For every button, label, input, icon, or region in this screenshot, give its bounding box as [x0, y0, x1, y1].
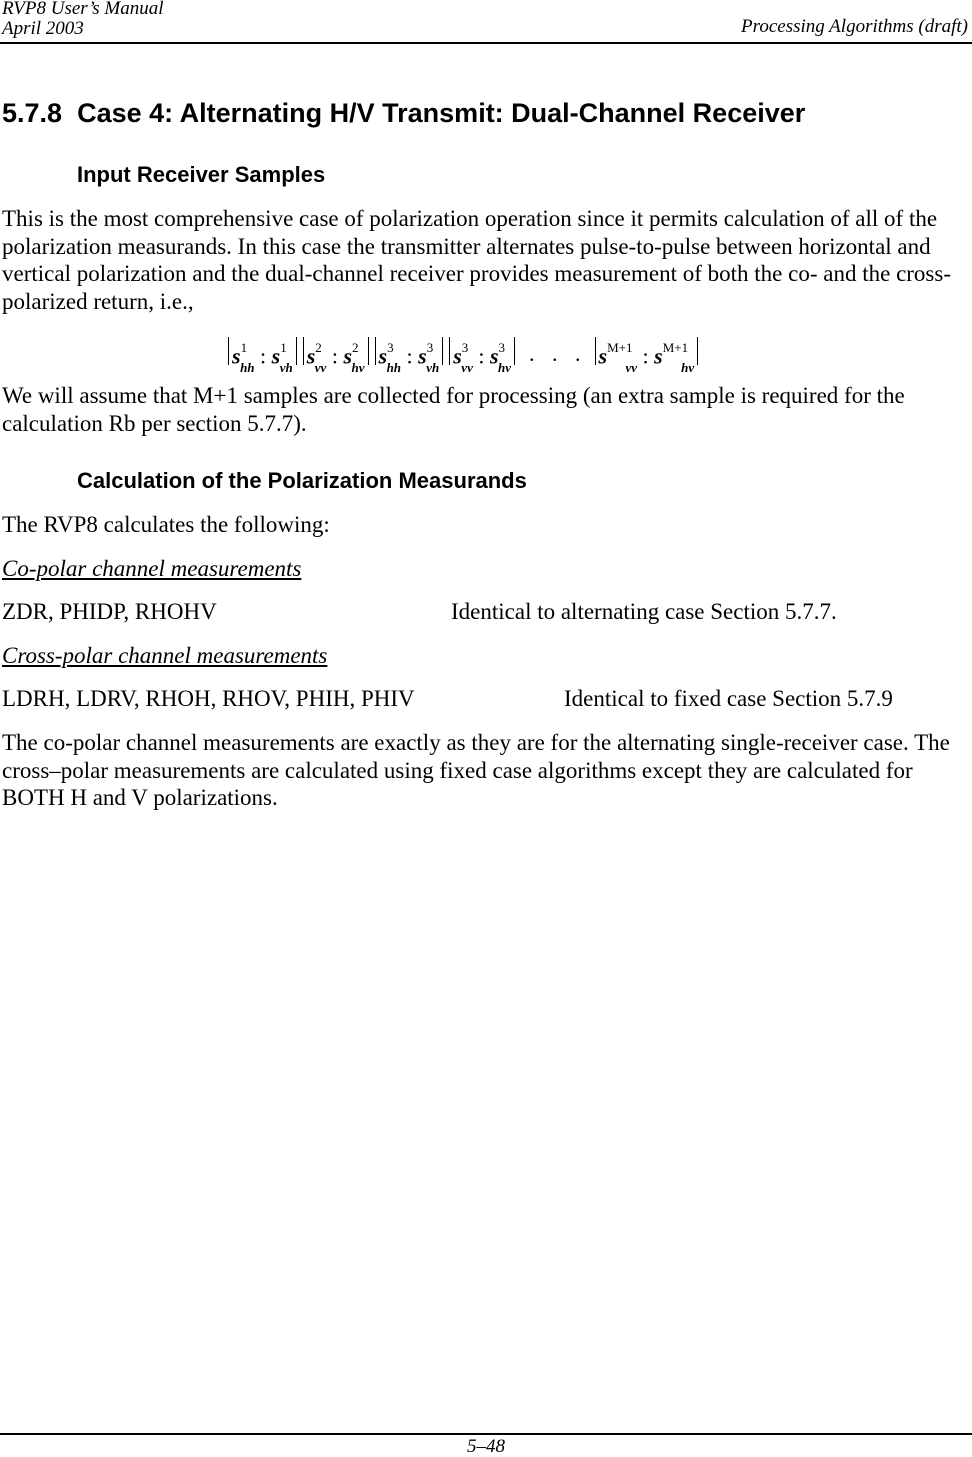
sample-sequence-equation — [228, 335, 708, 375]
superscript: 2 — [315, 340, 322, 355]
subscript: vv — [625, 359, 638, 375]
superscript: 3 — [387, 340, 394, 355]
ellipsis: . . . — [529, 341, 587, 367]
subscript: vh — [426, 359, 440, 375]
subscript: hv — [351, 359, 365, 375]
copolar-heading: Co-polar channel measurements — [2, 556, 302, 581]
page-number: 5–48 — [467, 1436, 505, 1457]
subscript: hv — [498, 359, 512, 375]
superscript: 3 — [426, 340, 434, 355]
sample-pair-last — [595, 337, 699, 375]
page-header — [0, 0, 972, 44]
symbol: s — [654, 343, 663, 369]
superscript: 1 — [240, 340, 248, 355]
paragraph-summary: The co-polar channel measurements are exactly as they are for the alternating single-receiver case. The cross–polar measurements are calculated using fixed case algorithms except they are calculated for BOTH H and V polarizations. — [2, 730, 950, 810]
sample-pair-4 — [449, 337, 515, 375]
superscript: M+1 — [607, 340, 633, 355]
symbol: s — [306, 343, 316, 369]
section-number: 5.7.8 — [2, 98, 63, 128]
separator: : — [637, 343, 655, 369]
subscript: hh — [240, 359, 255, 375]
symbol: s — [232, 343, 241, 369]
subheading-calculation: Calculation of the Polarization Measurands — [77, 468, 527, 493]
subscript: vv — [314, 359, 327, 375]
superscript: M+1 — [662, 340, 689, 355]
subscript: vv — [461, 359, 473, 375]
separator: : — [254, 343, 272, 369]
superscript: 1 — [280, 340, 287, 355]
symbol: s — [418, 343, 427, 369]
sample-pair-2 — [303, 337, 369, 375]
section-title: Case 4: Alternating H/V Transmit: Dual-Channel Receiver — [77, 98, 806, 128]
superscript: 3 — [461, 340, 469, 355]
symbol: s — [343, 343, 353, 369]
separator: : — [401, 343, 419, 369]
superscript: 2 — [352, 340, 359, 355]
paragraph-calculates: The RVP8 calculates the following: — [2, 512, 330, 537]
footer-rule — [0, 1433, 972, 1435]
separator: : — [326, 343, 344, 369]
paragraph-assumption: We will assume that M+1 samples are collected for processing (an extra sample is required for the calculation Rb per section 5.7.7). — [2, 383, 905, 436]
header-rule — [0, 42, 972, 44]
copolar-measurements: ZDR, PHIDP, RHOHV — [2, 599, 217, 624]
section-heading — [2, 96, 805, 130]
separator: : — [472, 343, 490, 369]
copolar-reference: Identical to alternating case Section 5.7.7. — [451, 599, 837, 624]
paragraph-intro: This is the most comprehensive case of polarization operation since it permits calculation of all of the polarization measurands. In this case the transmitter alternates pulse-to-pulse between horizontal and vertical polarization and the dual-channel receiver provides measurement of both the co- and the cross-polarized return, i.e., — [2, 206, 951, 314]
manual-title: RVP8 User’s Manual — [2, 0, 164, 19]
symbol: s — [271, 343, 281, 369]
subscript: hv — [681, 359, 695, 375]
symbol: s — [598, 343, 608, 369]
sample-pair-1 — [228, 337, 297, 375]
header-left — [2, 0, 164, 39]
crosspolar-reference: Identical to fixed case Section 5.7.9 — [564, 686, 893, 711]
sample-pair-3 — [375, 337, 444, 375]
crosspolar-measurements: LDRH, LDRV, RHOH, RHOV, PHIH, PHIV — [2, 686, 415, 711]
chapter-title: Processing Algorithms (draft) — [741, 16, 968, 37]
subscript: hh — [386, 359, 402, 375]
symbol: s — [453, 343, 462, 369]
symbol: s — [378, 343, 388, 369]
manual-date: April 2003 — [2, 18, 84, 39]
symbol: s — [489, 343, 499, 369]
subheading-input-samples: Input Receiver Samples — [77, 162, 326, 187]
superscript: 3 — [498, 340, 506, 355]
crosspolar-heading: Cross-polar channel measurements — [2, 643, 328, 668]
subscript: vh — [279, 359, 293, 375]
